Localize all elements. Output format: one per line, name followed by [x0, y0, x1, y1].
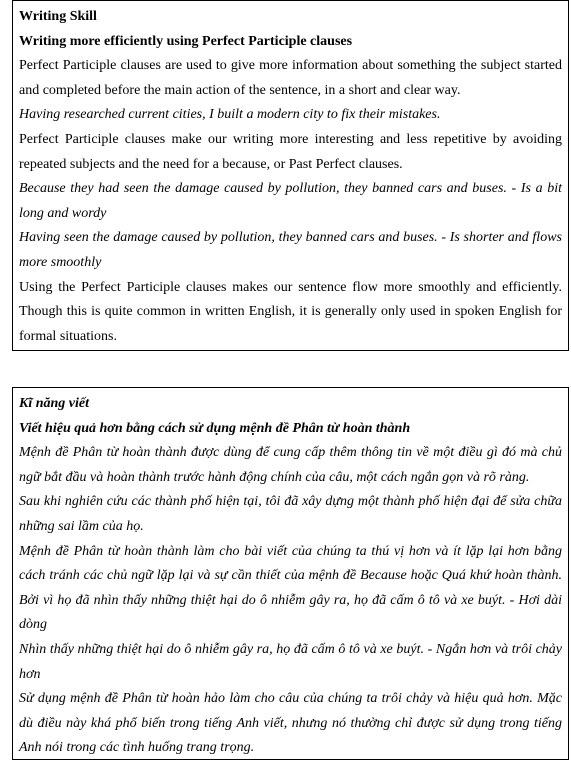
text-line: Bởi vì họ đã nhìn thấy những thiệt hại do ô nhiễm gây ra, họ đã cấm ô tô và xe buýt. - Hơi dài [19, 592, 562, 608]
section-heading: Kĩ năng viết [19, 396, 90, 411]
text-line: Sử dụng mệnh đề Phân từ hoàn hảo làm cho câu của chúng ta trôi chảy và hiệu quả hơn. Mặc [19, 691, 562, 707]
text-line: formal situations. [19, 328, 117, 344]
vietnamese-section [12, 387, 569, 760]
section-subheading: Viết hiệu quả hơn bằng cách sử dụng mệnh đề Phân từ hoàn thành [19, 420, 411, 436]
text-line: Mệnh đề Phân từ hoàn thành làm cho bài viết của chúng ta thú vị hơn và ít lặp lại hơn bằng [19, 543, 562, 559]
text-line: Anh nói trong các tình huống trang trọng. [19, 740, 255, 756]
section-heading: Writing Skill [19, 9, 97, 24]
text-line: Sau khi nghiên cứu các thành phố hiện tại, tôi đã xây dựng một thành phố hiện đại để sửa chữa [19, 494, 562, 510]
english-body [19, 54, 568, 349]
english-section [12, 0, 569, 351]
text-line: more smoothly [19, 254, 102, 270]
text-line: Using the Perfect Participle clauses makes our sentence flow more smoothly and efficiently. [19, 279, 562, 295]
text-line: Having seen the damage caused by pollution, they banned cars and buses. - Is shorter and flows [19, 230, 562, 246]
text-line: Perfect Participle clauses make our writing more interesting and less repetitive by avoiding [19, 131, 562, 147]
text-line: ngữ bắt đầu và hoàn thành trước hành động chính của câu, một cách ngắn gọn và rõ ràng. [19, 469, 530, 485]
text-line: long and wordy [19, 205, 107, 221]
text-line: hơn [19, 666, 41, 682]
text-line: cách tránh các chủ ngữ lặp lại và sự cần thiết của mệnh đề Because hoặc Quá khứ hoàn thành. [19, 568, 562, 584]
text-line: Because they had seen the damage caused by pollution, they banned cars and buses. - Is a bit [19, 181, 562, 197]
text-line: dù điều này khá phổ biến trong tiếng Anh viết, nhưng nó thường chỉ được sử dụng trong tiếng [19, 715, 562, 731]
text-line: and completed before the main action of the sentence, in a short and clear way. [19, 82, 461, 98]
text-line: Nhìn thấy những thiệt hại do ô nhiễm gây ra, họ đã cấm ô tô và xe buýt. - Ngắn hơn và trôi chảy [19, 641, 562, 657]
text-line: Perfect Participle clauses are used to give more information about something the subject started [19, 58, 562, 74]
text-line: repeated subjects and the need for a because, or Past Perfect clauses. [19, 156, 403, 172]
text-line: Though this is quite common in written English, it is generally only used in spoken English for [19, 304, 562, 320]
text-line: những sai lầm của họ. [19, 518, 144, 534]
text-line: Mệnh đề Phân từ hoàn thành được dùng để cung cấp thêm thông tin về một điều gì đó mà chủ [19, 445, 562, 461]
text-line: dòng [19, 617, 47, 633]
vietnamese-body [19, 441, 568, 761]
text-line: Having researched current cities, I built a modern city to fix their mistakes. [19, 107, 441, 123]
section-subheading: Writing more efficiently using Perfect Participle clauses [19, 33, 353, 49]
